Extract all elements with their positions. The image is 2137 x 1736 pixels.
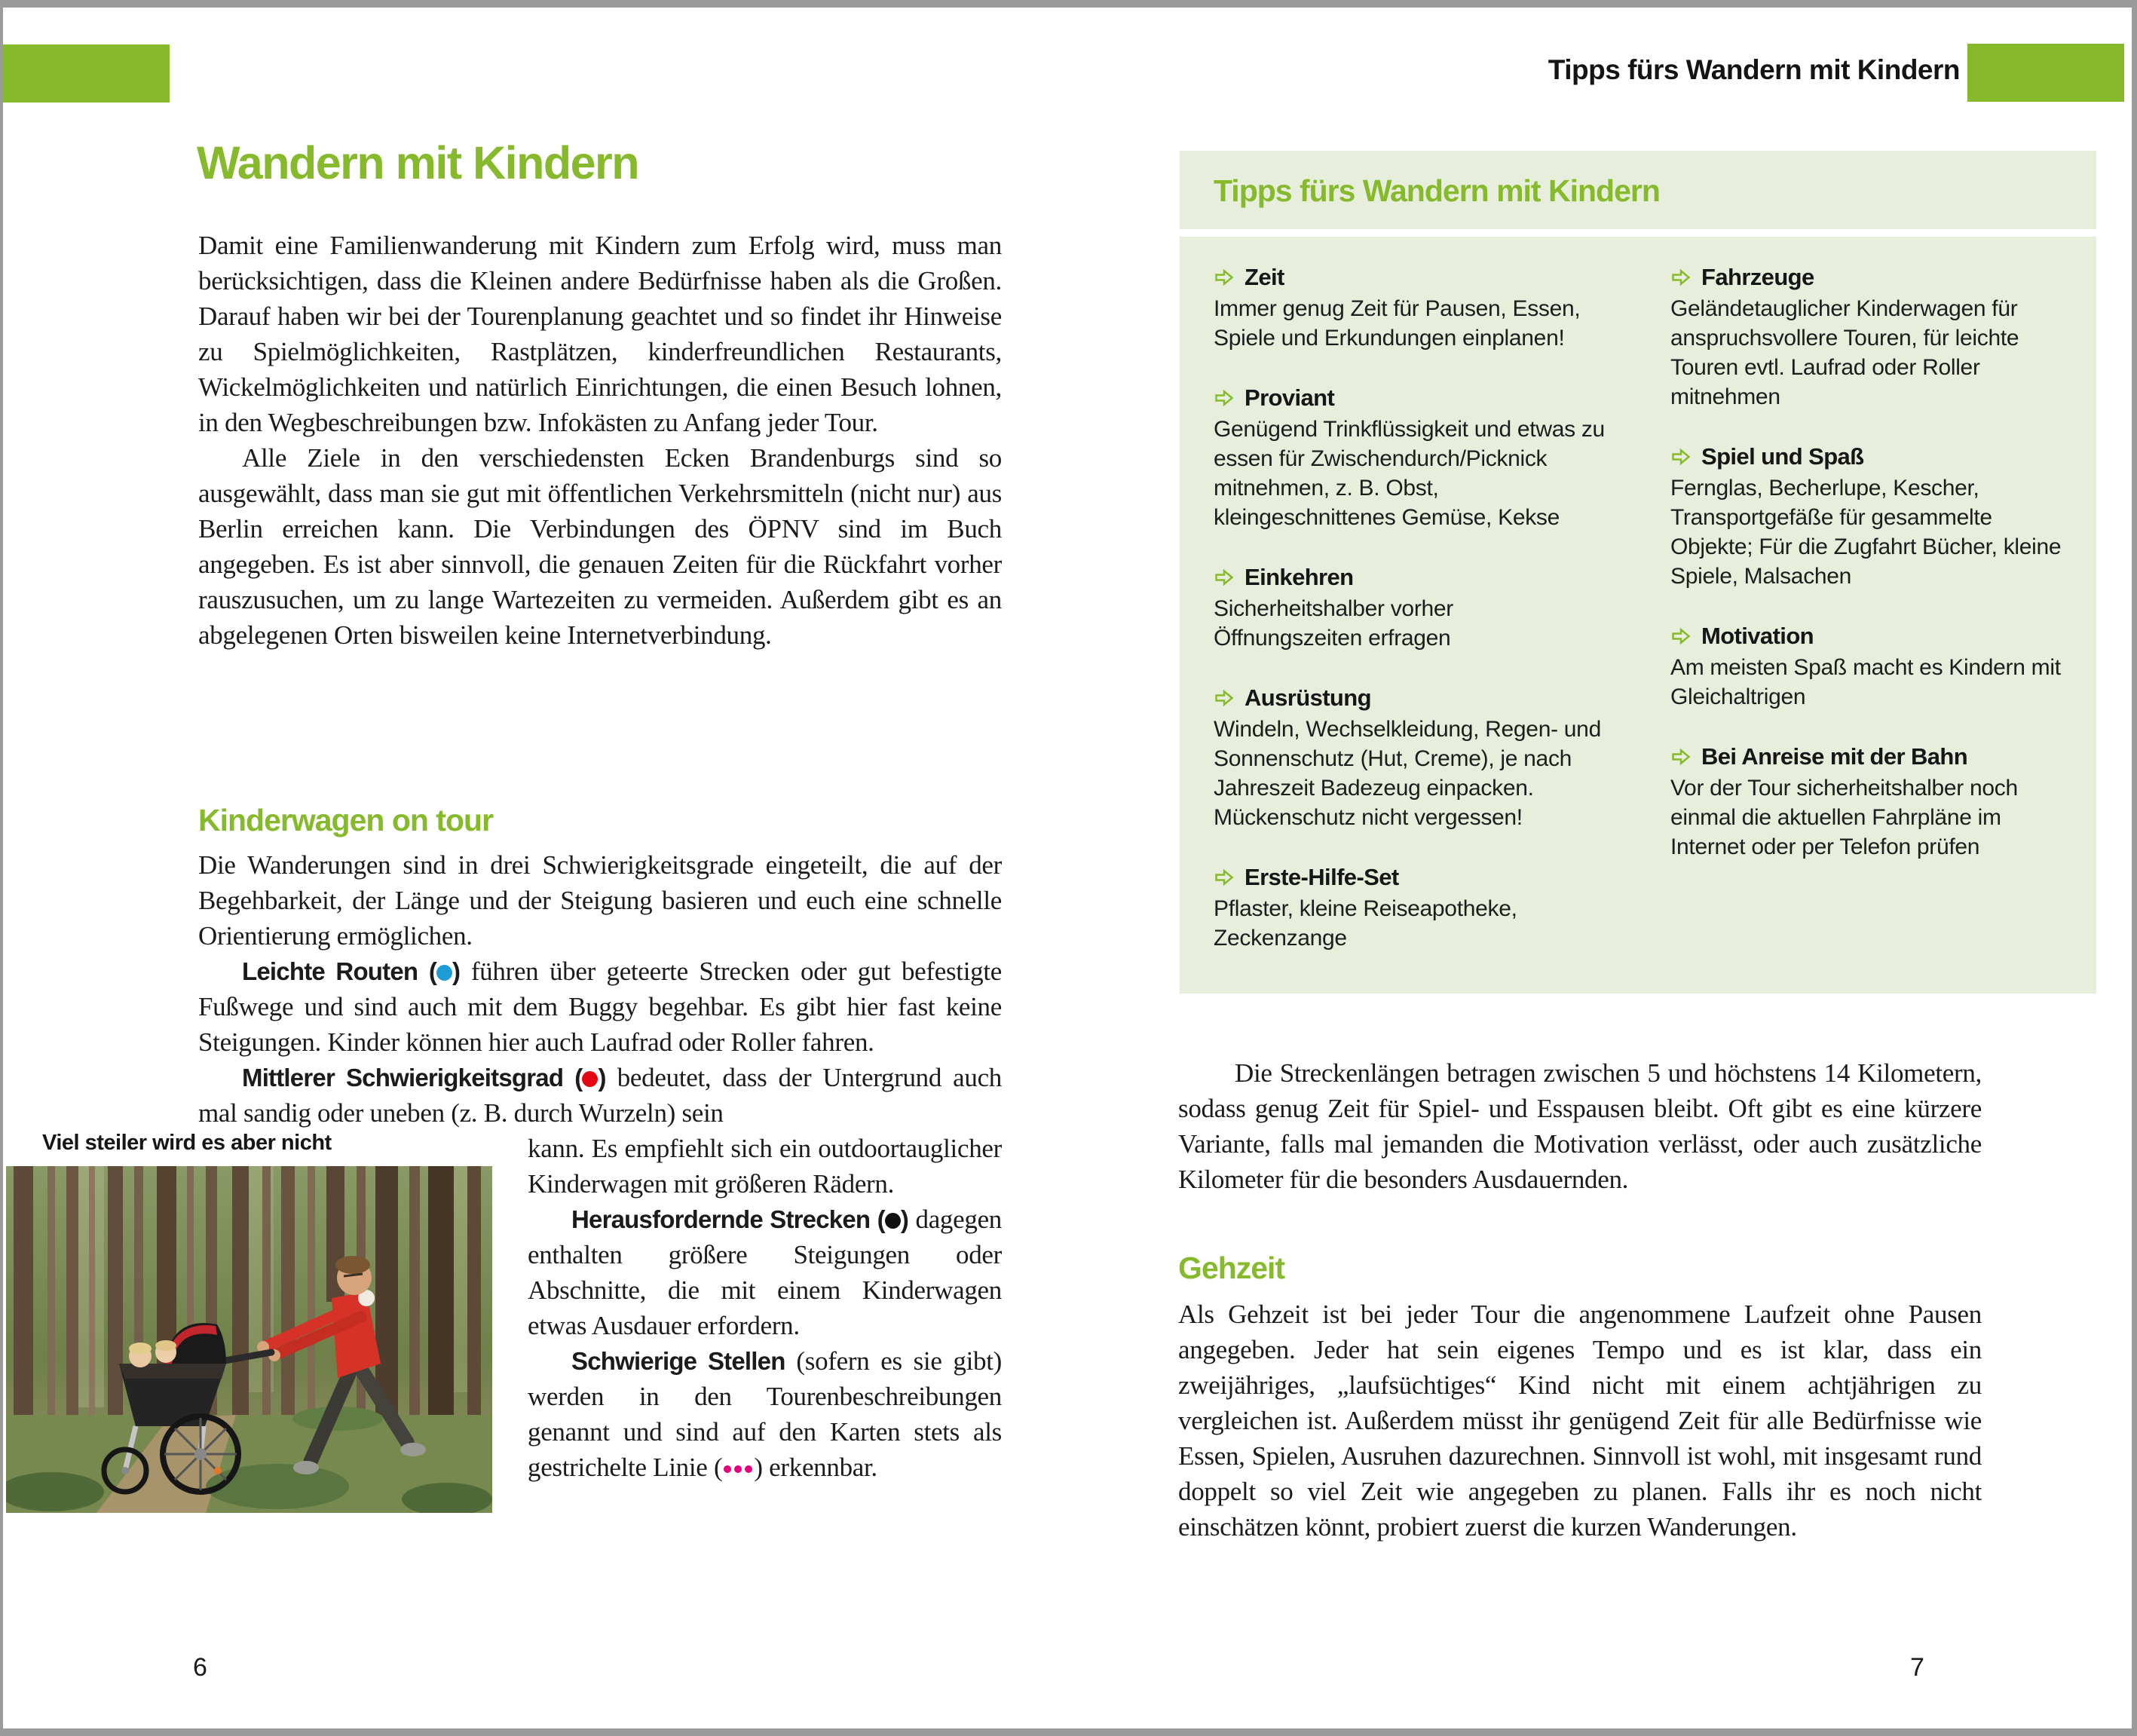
tips-box-title: Tipps fürs Wandern mit Kindern bbox=[1180, 151, 2096, 229]
difficult-spots-text-pre: (sofern es sie gibt) werden in den Tourenbeschreibungen genannt und sind auf den Karten stets als gestrichelte Linie ( bbox=[528, 1346, 1003, 1482]
tip-text: Geländetauglicher Kinderwagen für anspruchsvollere Touren, für leichte Touren evtl. Laufrad oder Roller mitnehmen bbox=[1670, 296, 2019, 409]
tip-text: Genügend Trinkflüssigkeit und etwas zu essen für Zwischendurch/Picknick mitnehmen, z. B. Obst, kleingeschnittenes Gemüse, Kekse bbox=[1214, 417, 1605, 530]
right-corner-green-block bbox=[1967, 44, 2124, 102]
easy-difficulty-dot-icon bbox=[436, 965, 452, 981]
arrow-right-icon bbox=[1670, 626, 1692, 647]
forest-stroller-photo bbox=[6, 1166, 492, 1513]
medium-route-label: Mittlerer Schwierigkeitsgrad bbox=[242, 1064, 564, 1092]
hard-difficulty-dot-icon bbox=[885, 1213, 901, 1229]
paren-open: ( bbox=[428, 957, 437, 985]
hard-route-paragraph bbox=[528, 1202, 1002, 1343]
page-title: Wandern mit Kindern bbox=[197, 137, 639, 188]
paren-close: ) bbox=[598, 1064, 606, 1092]
tip-title: Ausrüstung bbox=[1245, 684, 1371, 711]
tip-item-zeit bbox=[1214, 264, 1606, 353]
tip-item-spiel-und-spass bbox=[1670, 443, 2062, 591]
hard-route-label: Herausfordernde Strecken bbox=[571, 1205, 871, 1233]
arrow-right-icon bbox=[1670, 446, 1692, 467]
photo-caption: Viel steiler wird es aber nicht bbox=[42, 1131, 332, 1155]
tip-item-erste-hilfe-set bbox=[1214, 864, 1606, 953]
paren-close: ) bbox=[452, 957, 461, 985]
intro-paragraph-2: Alle Ziele in den verschiedensten Ecken Brandenburgs sind so ausgewählt, dass man sie gut mit öffentlichen Verkehrsmitteln (nicht nur) aus Berlin erreichen kann. Die Verbindungen des ÖPNV sind im Buch angegeben. Es ist aber sinnvoll, die genauen Zeiten für die Rückfahrt vorher rauszusuchen, um zu lange Wartezeiten zu vermeiden. Außerdem gibt es an abgelegenen Orten bisweilen keine Internetverbindung. bbox=[198, 443, 1002, 650]
left-page-body bbox=[42, 228, 1003, 1575]
easy-route-text: führen über geteerte Strecken oder gut befestigte Fußwege und sind auch mit dem Buggy begehbar. Es gibt hier fast keine Steigungen. Kinder können hier auch Laufrad oder Roller fahren. bbox=[198, 957, 1003, 1057]
route-length-paragraph: Die Streckenlängen betragen zwischen 5 und höchstens 14 Kilometern, sodass genug Zeit für Spiel- und Esspausen bleibt. Oft gibt es eine kürzere Variante, falls mal jemanden die Motivation verlässt, oder auch zusätzliche Kilometer für die besonders Ausdauernden. bbox=[1178, 1058, 1982, 1194]
tip-item-bahn-anreise bbox=[1670, 743, 2062, 862]
hard-route-text: dagegen enthalten größere Steigungen oder Abschnitte, die mit einem Kinderwagen etwas Ausdauer erfordern. bbox=[528, 1205, 1003, 1340]
difficult-spots-label: Schwierige Stellen bbox=[571, 1347, 785, 1375]
tip-item-motivation bbox=[1670, 623, 2062, 712]
running-header: Tipps fürs Wandern mit Kindern bbox=[1548, 54, 1960, 85]
paren-open: ( bbox=[877, 1205, 885, 1233]
tips-box-body bbox=[1180, 237, 2096, 994]
tip-title: Motivation bbox=[1701, 623, 1814, 649]
arrow-right-icon bbox=[1670, 267, 1692, 288]
page-number-left: 6 bbox=[193, 1653, 207, 1682]
medium-route-continuation: kann. Es empfiehlt sich ein outdoortauglicher Kinderwagen mit größeren Rädern. bbox=[528, 1134, 1002, 1199]
tip-text: Windeln, Wechselkleidung, Regen- und Sonnenschutz (Hut, Creme), je nach Jahreszeit Badezeug einpacken. Mückenschutz nicht vergessen! bbox=[1214, 717, 1601, 830]
tip-title: Bei Anreise mit der Bahn bbox=[1701, 743, 1968, 770]
tip-item-fahrzeuge bbox=[1670, 264, 2062, 412]
tips-box bbox=[1180, 151, 2096, 994]
easy-route-label: Leichte Routen bbox=[242, 957, 418, 985]
tips-column-left bbox=[1214, 264, 1606, 994]
easy-route-paragraph bbox=[198, 954, 1002, 1060]
tip-text: Vor der Tour sicherheitshalber noch einmal die aktuellen Fahrpläne im Internet oder per Telefon prüfen bbox=[1670, 776, 2018, 859]
arrow-right-icon bbox=[1670, 746, 1692, 767]
tip-title: Zeit bbox=[1245, 264, 1284, 290]
right-page-body bbox=[1178, 1055, 1982, 1545]
arrow-right-icon bbox=[1214, 687, 1235, 709]
tip-title: Fahrzeuge bbox=[1701, 264, 1814, 290]
tip-title: Erste-Hilfe-Set bbox=[1245, 864, 1399, 890]
medium-route-paragraph bbox=[198, 1060, 1002, 1131]
intro-paragraph-1: Damit eine Familienwanderung mit Kindern zum Erfolg wird, muss man berücksichtigen, dass die Kleinen andere Bedürfnisse haben als die Großen. Darauf haben wir bei der Tourenplanung geachtet und so findet ihr Hinweise zu Spielmöglichkeiten, Rastplätzen, kinderfreundlichen Restaurants, Wickelmöglichkeiten und natürlich Einrichtungen, die einen Besuch lohnen, in den Wegbeschreibungen bzw. Infokästen zu Anfang jeder Tour. bbox=[198, 231, 1002, 437]
section-heading-kinderwagen: Kinderwagen on tour bbox=[198, 803, 493, 837]
medium-difficulty-dot-icon bbox=[582, 1071, 598, 1087]
stroller-photo-figure bbox=[6, 1131, 492, 1513]
arrow-right-icon bbox=[1214, 567, 1235, 588]
arrow-right-icon bbox=[1214, 387, 1235, 409]
gehzeit-paragraph: Als Gehzeit ist bei jeder Tour die angenommene Laufzeit ohne Pausen angegeben. Jeder hat sein eigenes Tempo und es ist klar, dass ein zweijähriges, „laufsüchtiges“ Kind nicht mit einem achtjährigen zu vergleichen ist. Außerdem müsst ihr genügend Zeit für alle Bedürfnisse wie Essen, Spielen, Ausruhen dazurechnen. Sinnvoll ist wohl, mit insgesamt rund doppelt so viel Zeit wie angegeben zu planen. Falls ihr es noch nicht einschätzen könnt, probiert zuerst die kurzen Wanderungen. bbox=[1178, 1300, 1982, 1542]
page-number-right: 7 bbox=[1910, 1653, 1924, 1682]
tips-column-right bbox=[1670, 264, 2062, 994]
tip-text: Am meisten Spaß macht es Kindern mit Gleichaltrigen bbox=[1670, 655, 2061, 709]
tip-item-einkehren bbox=[1214, 564, 1606, 653]
paren-close: ) bbox=[900, 1205, 909, 1233]
left-corner-green-block bbox=[2, 44, 170, 103]
tip-title: Proviant bbox=[1245, 384, 1335, 411]
dashed-line-dots-icon bbox=[722, 1453, 754, 1482]
paren-open: ( bbox=[574, 1064, 583, 1092]
tip-title: Spiel und Spaß bbox=[1701, 443, 1864, 470]
medium-route-text: bedeutet, dass der Untergrund auch mal sandig oder uneben (z. B. durch Wurzeln) sein bbox=[198, 1063, 1002, 1128]
tip-text: Fernglas, Becherlupe, Kescher, Transportgefäße für gesammelte Objekte; Für die Zugfahrt Bücher, kleine Spiele, Malsachen bbox=[1670, 476, 2062, 589]
narrow-text-column bbox=[528, 1131, 1002, 1485]
difficulty-intro-paragraph: Die Wanderungen sind in drei Schwierigkeitsgrade eingeteilt, die auf der Begehbarkeit, der Länge und der Steigung basieren und euch eine schnelle Orientierung ermöglichen. bbox=[198, 850, 1002, 951]
section-heading-gehzeit: Gehzeit bbox=[1178, 1251, 1285, 1285]
photo-wrap-section bbox=[42, 1131, 1003, 1575]
tip-text: Immer genug Zeit für Pausen, Essen, Spiele und Erkundungen einplanen! bbox=[1214, 296, 1581, 351]
arrow-right-icon bbox=[1214, 267, 1235, 288]
tip-text: Sicherheitshalber vorher Öffnungszeiten erfragen bbox=[1214, 596, 1453, 651]
tip-text: Pflaster, kleine Reiseapotheke, Zeckenzange bbox=[1214, 896, 1517, 951]
difficult-spots-text-post: ) erkennbar. bbox=[754, 1453, 877, 1482]
tip-item-ausruestung bbox=[1214, 684, 1606, 832]
arrow-right-icon bbox=[1214, 867, 1235, 888]
tip-item-proviant bbox=[1214, 384, 1606, 532]
tip-title: Einkehren bbox=[1245, 564, 1354, 590]
difficult-spots-paragraph bbox=[528, 1343, 1002, 1485]
